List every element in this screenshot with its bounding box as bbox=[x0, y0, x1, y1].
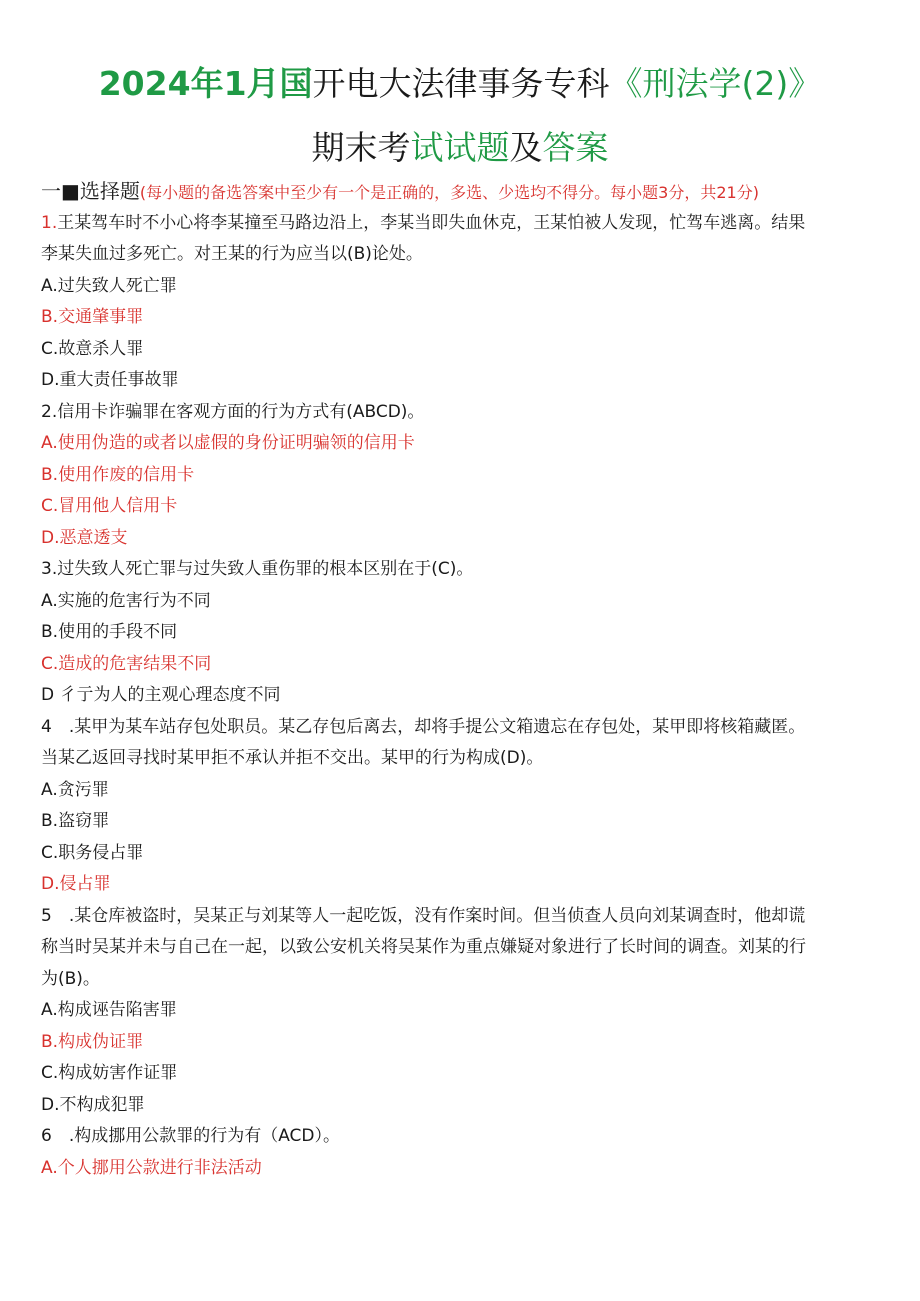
option-a-correct: A.使用伪造的或者以虚假的身份证明骗领的信用卡 bbox=[41, 433, 415, 453]
option-b-correct: B.交通肇事罪 bbox=[41, 307, 144, 327]
title2-black-segment-2: 及 bbox=[509, 128, 543, 167]
question-stem-text: 王某驾车时不小心将李某撞至马路边沿上，李某当即失血休克，王某怕被人发现，忙驾车逃离。结果 bbox=[57, 212, 806, 233]
question-stem-line: 4 .某甲为某车站存包处职员。某乙存包后离去，却将手提公文箱遗忘在存包处，某甲即将核箱藏匿。 bbox=[41, 716, 806, 737]
option-d-correct: D.侵占罪 bbox=[41, 874, 111, 894]
option-a: A.实施的危害行为不同 bbox=[41, 590, 211, 611]
question-6 bbox=[41, 1121, 891, 1184]
question-stem-line: 李某失血过多死亡。对王某的行为应当以(B)论处。 bbox=[41, 244, 423, 264]
option-a-correct: A.个人挪用公款进行非法活动 bbox=[41, 1157, 262, 1178]
option-b-correct: B.构成伪证罪 bbox=[41, 1031, 144, 1052]
question-5 bbox=[41, 901, 891, 1122]
section-instructions: (每小题的备选答案中至少有一个是正确的，多选、少选均不得分。每小题3分，共21分) bbox=[139, 183, 759, 202]
option-c-correct: C.冒用他人信用卡 bbox=[41, 496, 178, 516]
section-title: 一■选择题 bbox=[41, 179, 140, 203]
option-a: A.贪污罪 bbox=[41, 779, 109, 800]
question-stem-line: 2.信用卡诈骗罪在客观方面的行为方式有(ABCD)。 bbox=[41, 401, 425, 422]
option-c: C.故意杀人罪 bbox=[41, 338, 144, 359]
option-d-correct: D.恶意透支 bbox=[41, 527, 128, 548]
option-b: B.使用的手段不同 bbox=[41, 622, 178, 642]
title2-green-segment: 试试题 bbox=[410, 128, 510, 167]
question-stem-line: 5 .某仓库被盗时，吴某正与刘某等人一起吃饭，没有作案时间。但当侦查人员向刘某调查时，他却谎 bbox=[41, 905, 806, 926]
title2-black-segment: 期末考 bbox=[311, 128, 411, 167]
title-green-segment-a: 2024年1月国 bbox=[98, 64, 313, 103]
option-b-correct: B.使用作废的信用卡 bbox=[41, 464, 195, 485]
document-title-line2 bbox=[0, 122, 920, 169]
option-b: B.盗窃罪 bbox=[41, 811, 110, 831]
option-d: D.重大责任事故罪 bbox=[41, 370, 179, 390]
question-stem-line: 为(B)。 bbox=[41, 968, 100, 989]
option-a: A.过失致人死亡罪 bbox=[41, 275, 177, 296]
question-stem-line bbox=[41, 208, 891, 240]
question-stem-line: 6 .构成挪用公款罪的行为有（ACD）。 bbox=[41, 1126, 341, 1146]
title-green-segment-b: 《刑法学(2)》 bbox=[609, 64, 822, 103]
title-black-segment: 开电大法律事务专科 bbox=[312, 64, 610, 103]
question-number: 1. bbox=[41, 212, 58, 233]
option-c-correct: C.造成的危害结果不同 bbox=[41, 653, 212, 674]
title2-green-segment-2: 答案 bbox=[542, 128, 609, 167]
question-4 bbox=[41, 712, 891, 901]
option-a: A.构成诬告陷害罪 bbox=[41, 1000, 177, 1020]
option-d: D 彳亍为人的主观心理态度不同 bbox=[41, 685, 281, 705]
option-c: C.构成妨害作证罪 bbox=[41, 1063, 178, 1083]
question-2 bbox=[41, 397, 891, 555]
document-title-line1 bbox=[0, 58, 920, 105]
question-3 bbox=[41, 554, 891, 712]
question-stem-line: 当某乙返回寻找时某甲拒不承认并拒不交出。某甲的行为构成(D)。 bbox=[41, 748, 544, 768]
question-list bbox=[41, 176, 891, 1184]
section-heading bbox=[41, 176, 891, 208]
option-c: C.职务侵占罪 bbox=[41, 842, 144, 863]
question-stem-line: 称当时吴某并未与自己在一起，以致公安机关将吴某作为重点嫌疑对象进行了长时间的调查。刘某的行 bbox=[41, 937, 806, 957]
question-1 bbox=[41, 208, 891, 397]
question-stem-line: 3.过失致人死亡罪与过失致人重伤罪的根本区别在于(C)。 bbox=[41, 559, 474, 579]
option-d: D.不构成犯罪 bbox=[41, 1094, 145, 1115]
